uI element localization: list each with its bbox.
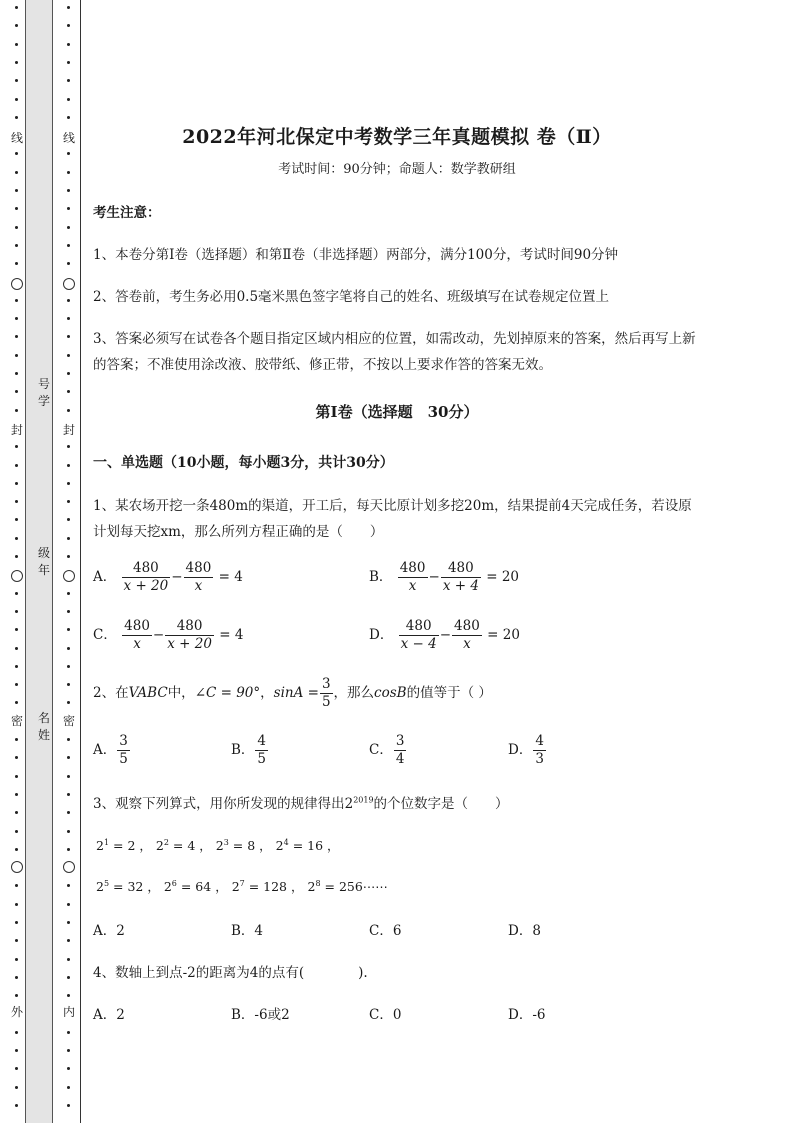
binding-dot: [15, 756, 18, 759]
notice-item-3-line-2: 的答案；不准使用涂改液、胶带纸、修正带，不按以上要求作答的答案无效。: [93, 357, 552, 373]
binding-dot: [67, 43, 70, 46]
numerator: 3: [119, 733, 128, 749]
power-base: 2: [231, 879, 240, 894]
power-base: 2: [275, 838, 284, 853]
outer-mark-wai: 外: [10, 1005, 23, 1019]
binding-dot: [67, 683, 70, 686]
fraction: [255, 733, 268, 768]
outer-mark-feng: 封: [10, 423, 23, 437]
binding-dot: [15, 665, 18, 668]
fraction: [394, 733, 407, 768]
binding-dot: [67, 79, 70, 82]
binding-dot: [15, 738, 18, 741]
binding-dot: [15, 518, 18, 521]
binding-dot: [15, 372, 18, 375]
binding-dot: [15, 848, 18, 851]
q3-exponent: 2019: [353, 795, 374, 805]
binding-dot: [15, 244, 18, 247]
denominator: x: [133, 636, 141, 652]
denominator: 5: [257, 751, 267, 767]
q2-cos: cosB: [374, 685, 407, 701]
student-number-label: 号学: [37, 377, 50, 408]
denominator: x: [408, 578, 417, 594]
denominator: x: [463, 636, 471, 652]
option-letter: D．: [369, 627, 394, 643]
inner-circle-2: [63, 570, 75, 582]
fraction: [122, 560, 171, 595]
binding-dot: [67, 848, 70, 851]
binding-dot: [15, 317, 18, 320]
q3-powers-row-1: [96, 836, 340, 854]
numerator: 4: [535, 733, 544, 749]
binding-dot: [67, 976, 70, 979]
numerator: 480: [441, 560, 481, 578]
option-letter: B．: [231, 742, 255, 758]
binding-dot: [67, 1104, 70, 1107]
binding-dot: [15, 152, 18, 155]
binding-dot: [15, 61, 18, 64]
q3-base: 2: [344, 796, 354, 812]
fraction: [165, 618, 214, 653]
fraction: [122, 618, 152, 653]
binding-dot: [15, 683, 18, 686]
binding-dot: [67, 701, 70, 704]
notice-item-1: 1、本卷分第I卷（选择题）和第Ⅱ卷（非选择题）两部分，满分100分，考试时间90分钟: [93, 247, 619, 263]
binding-dot: [15, 116, 18, 119]
equation-rhs: = 20: [486, 569, 519, 585]
q2-option-c[interactable]: [369, 733, 407, 768]
class-label: 级年: [37, 546, 50, 577]
binding-dot: [15, 79, 18, 82]
notice-item-2: 2、答卷前，考生务必用0.5毫米黑色签字笔将自己的姓名、班级填写在试卷规定位置上: [93, 289, 610, 305]
binding-dot: [15, 43, 18, 46]
binding-dot: [15, 775, 18, 778]
denominator: x + 4: [442, 578, 479, 594]
power-value: = 8 ，: [228, 838, 272, 853]
binding-dot: [15, 830, 18, 833]
q3-option-a[interactable]: A．2: [93, 923, 125, 939]
q3-option-d[interactable]: D．8: [508, 923, 541, 939]
binding-dot: [15, 335, 18, 338]
option-letter: A．: [93, 742, 117, 758]
power-value: = 256⋯⋯: [320, 879, 388, 894]
power-value: = 4 ，: [168, 838, 212, 853]
binding-dot: [67, 775, 70, 778]
q3-text: 的个位数字是（ ）: [373, 796, 509, 812]
binding-dot: [67, 335, 70, 338]
fraction: [184, 560, 214, 595]
inner-mark-feng: 封: [62, 423, 75, 437]
binding-dot: [15, 226, 18, 229]
binding-dot: [67, 354, 70, 357]
option-letter: C．: [93, 627, 117, 643]
question-3: [93, 792, 509, 812]
power-base: 2: [215, 838, 224, 853]
binding-dot: [15, 1067, 18, 1070]
q4-option-c[interactable]: C．0: [369, 1007, 402, 1023]
q2-triangle: VABC: [128, 685, 168, 701]
binding-dot: [67, 24, 70, 27]
binding-dot: [67, 610, 70, 613]
binding-dot: [67, 830, 70, 833]
binding-dot: [15, 628, 18, 631]
binding-dot: [67, 500, 70, 503]
outer-mark-xian: 线: [10, 131, 23, 145]
notice-heading: 考生注意：: [93, 205, 161, 221]
option-letter: B．: [369, 569, 393, 585]
option-letter: A．: [93, 569, 117, 585]
q1-option-c[interactable]: C． $\frac{480}{x}$ − $\frac{480}{x + 20}$ = 4: [93, 618, 244, 652]
power-base: 2: [163, 879, 172, 894]
binding-dot: [67, 1067, 70, 1070]
binding-dot: [15, 390, 18, 393]
denominator: x: [194, 578, 203, 594]
binding-dot: [67, 390, 70, 393]
fraction: [452, 618, 482, 653]
binding-dot: [67, 518, 70, 521]
equation-rhs: = 4: [219, 627, 244, 643]
binding-dot: [15, 189, 18, 192]
q3-option-c[interactable]: C．6: [369, 923, 402, 939]
fraction: [441, 560, 481, 595]
q2-text: 的值等于（ ）: [406, 685, 492, 701]
binding-dot: [67, 921, 70, 924]
outer-mark-mi: 密: [10, 714, 23, 728]
power-exponent: 7: [239, 878, 245, 888]
binding-dot: [67, 482, 70, 485]
binding-dot: [15, 500, 18, 503]
binding-dot: [15, 701, 18, 704]
denominator: 5: [119, 751, 128, 767]
denominator: x − 4: [400, 636, 437, 652]
binding-dot: [67, 958, 70, 961]
power-exponent: 5: [103, 878, 110, 888]
binding-dot: [67, 152, 70, 155]
q2-text: ，: [260, 685, 274, 701]
inner-circle-3: [63, 861, 75, 873]
outer-circle-1: [11, 278, 23, 290]
power-value: = 64 ，: [176, 879, 228, 894]
outer-circle-3: [11, 861, 23, 873]
numerator: 480: [124, 618, 150, 634]
binding-dot: [67, 445, 70, 448]
q2-option-a[interactable]: [93, 733, 131, 768]
binding-dot: [67, 317, 70, 320]
numerator: 3: [321, 676, 331, 692]
binding-dot: [67, 189, 70, 192]
binding-dot: [67, 1086, 70, 1089]
question-1-line-1: 1、某农场开挖一条480m的渠道，开工后，每天比原计划多挖20m，结果提前4天完成任务，若设原: [93, 498, 692, 514]
binding-dot: [15, 1049, 18, 1052]
power-base: 2: [155, 838, 164, 853]
denominator: x + 20: [167, 636, 212, 652]
denominator: 4: [395, 751, 405, 767]
binding-dot: [67, 756, 70, 759]
numerator: 3: [395, 733, 405, 749]
binding-dot: [67, 647, 70, 650]
sin-fraction: [320, 676, 333, 711]
numerator: 480: [454, 618, 480, 634]
inner-circle-1: [63, 278, 75, 290]
q2-angle: ∠C = 90°: [194, 685, 261, 701]
binding-dot: [15, 1104, 18, 1107]
binding-dot: [15, 811, 18, 814]
binding-dot: [67, 994, 70, 997]
binding-dot: [67, 628, 70, 631]
numerator: 480: [165, 618, 214, 636]
q1-option-b[interactable]: B． $\frac{480}{x}$ − $\frac{480}{x + 4}$ = 20: [369, 560, 519, 594]
binding-dot: [67, 98, 70, 101]
binding-dot: [67, 6, 70, 9]
power-exponent: 4: [283, 837, 289, 847]
binding-dot: [67, 537, 70, 540]
binding-dot: [15, 592, 18, 595]
q3-text: 3、观察下列算式，用你所发现的规律得出: [93, 796, 345, 812]
name-label: 名姓: [37, 711, 50, 742]
binding-dot: [15, 884, 18, 887]
q1-option-a[interactable]: A． $\frac{480}{x + 20}$ − $\frac{480}{x}$ = 4: [93, 560, 243, 594]
binding-dot: [67, 665, 70, 668]
q2-option-d[interactable]: [508, 733, 547, 768]
q2-text: ，那么: [333, 685, 375, 701]
outer-circle-2: [11, 570, 23, 582]
power-base: 2: [96, 838, 104, 853]
denominator: x + 20: [123, 578, 169, 594]
binding-dot: [67, 372, 70, 375]
power-exponent: 8: [315, 878, 321, 888]
binding-dot: [15, 994, 18, 997]
numerator: 480: [185, 560, 212, 576]
binding-dot: [15, 921, 18, 924]
numerator: 480: [399, 618, 439, 636]
binding-dot: [15, 24, 18, 27]
binding-dot: [67, 226, 70, 229]
binding-dot: [67, 207, 70, 210]
binding-dot: [15, 354, 18, 357]
inner-mark-nei: 内: [62, 1005, 75, 1019]
binding-dot: [67, 464, 70, 467]
binding-dot: [15, 939, 18, 942]
power-base: 2: [307, 879, 316, 894]
binding-dot: [67, 903, 70, 906]
binding-dot: [15, 793, 18, 796]
fraction: [398, 560, 428, 595]
binding-dot: [15, 537, 18, 540]
binding-dot: [15, 903, 18, 906]
inner-mark-mi: 密: [62, 714, 75, 728]
power-exponent: 1: [103, 837, 110, 847]
exam-info: 考试时间：90分钟；命题人：数学教研组: [278, 162, 516, 177]
denominator: 5: [321, 694, 331, 710]
fraction: [117, 733, 130, 768]
binding-dot: [67, 1049, 70, 1052]
power-value: = 2 ，: [109, 838, 152, 853]
binding-dot: [67, 738, 70, 741]
q2-sin: sinA =: [273, 685, 319, 701]
binding-dot: [15, 445, 18, 448]
denominator: 3: [535, 751, 544, 767]
binding-dot: [15, 958, 18, 961]
binding-dot: [67, 555, 70, 558]
binding-dot: [67, 884, 70, 887]
q4-option-b[interactable]: B．-6或2: [231, 1007, 290, 1023]
numerator: 480: [399, 560, 426, 576]
binding-dot: [67, 299, 70, 302]
binding-dot: [15, 482, 18, 485]
binding-dot: [15, 1031, 18, 1034]
power-value: = 32 ，: [109, 879, 160, 894]
equation-rhs: = 20: [487, 627, 520, 643]
page-title: 2022年河北保定中考数学三年真题模拟 卷（Ⅱ）: [182, 126, 612, 148]
power-value: = 16 ，: [288, 838, 340, 853]
question-4: 4、数轴上到点-2的距离为4的点有( ).: [93, 965, 368, 981]
option-letter: D．: [508, 742, 533, 758]
binding-dot: [67, 939, 70, 942]
q4-option-a[interactable]: A．2: [93, 1007, 125, 1023]
q2-text: 中，: [167, 685, 195, 701]
part-title: 第I卷（选择题 30分）: [315, 403, 479, 421]
power-base: 2: [96, 879, 104, 894]
binding-dot: [67, 793, 70, 796]
binding-dot: [15, 1086, 18, 1089]
binding-dot: [15, 98, 18, 101]
binding-dot: [15, 555, 18, 558]
option-letter: C．: [369, 742, 393, 758]
binding-dot: [15, 262, 18, 265]
question-1-line-2: 计划每天挖xm，那么所列方程正确的是（ ）: [93, 524, 384, 540]
power-exponent: 2: [163, 837, 169, 847]
binding-dot: [15, 647, 18, 650]
binding-dot: [15, 976, 18, 979]
fraction: [533, 733, 546, 768]
numerator: 480: [122, 560, 171, 578]
binding-dot: [15, 6, 18, 9]
fraction: [399, 618, 439, 653]
q4-option-d[interactable]: D．-6: [508, 1007, 546, 1023]
binding-dot: [67, 244, 70, 247]
binding-dot: [67, 592, 70, 595]
q3-powers-row-2: [96, 877, 388, 895]
question-2: [93, 676, 492, 711]
q3-option-b[interactable]: B．4: [231, 923, 264, 939]
equation-rhs: = 4: [218, 569, 243, 585]
notice-item-3-line-1: 3、答案必须写在试卷各个题目指定区域内相应的位置，如需改动，先划掉原来的答案，然后再写上新: [93, 331, 696, 347]
binding-dot: [67, 116, 70, 119]
binding-dot: [15, 299, 18, 302]
binding-dot: [67, 811, 70, 814]
binding-dot: [67, 61, 70, 64]
binding-dot: [67, 262, 70, 265]
section-heading: 一、单选题（10小题，每小题3分，共计30分）: [93, 455, 394, 471]
binding-dot: [15, 464, 18, 467]
q1-option-d[interactable]: D． $\frac{480}{x - 4}$ − $\frac{480}{x}$ = 20: [369, 618, 520, 652]
q2-option-b[interactable]: [231, 733, 269, 768]
binding-dot: [15, 207, 18, 210]
power-value: = 128 ，: [244, 879, 304, 894]
inner-mark-xian: 线: [62, 131, 75, 145]
binding-dot: [67, 1031, 70, 1034]
power-exponent: 3: [223, 837, 229, 847]
numerator: 4: [257, 733, 267, 749]
power-exponent: 6: [171, 878, 177, 888]
q2-text: 2、在: [93, 685, 129, 701]
binding-dot: [15, 610, 18, 613]
